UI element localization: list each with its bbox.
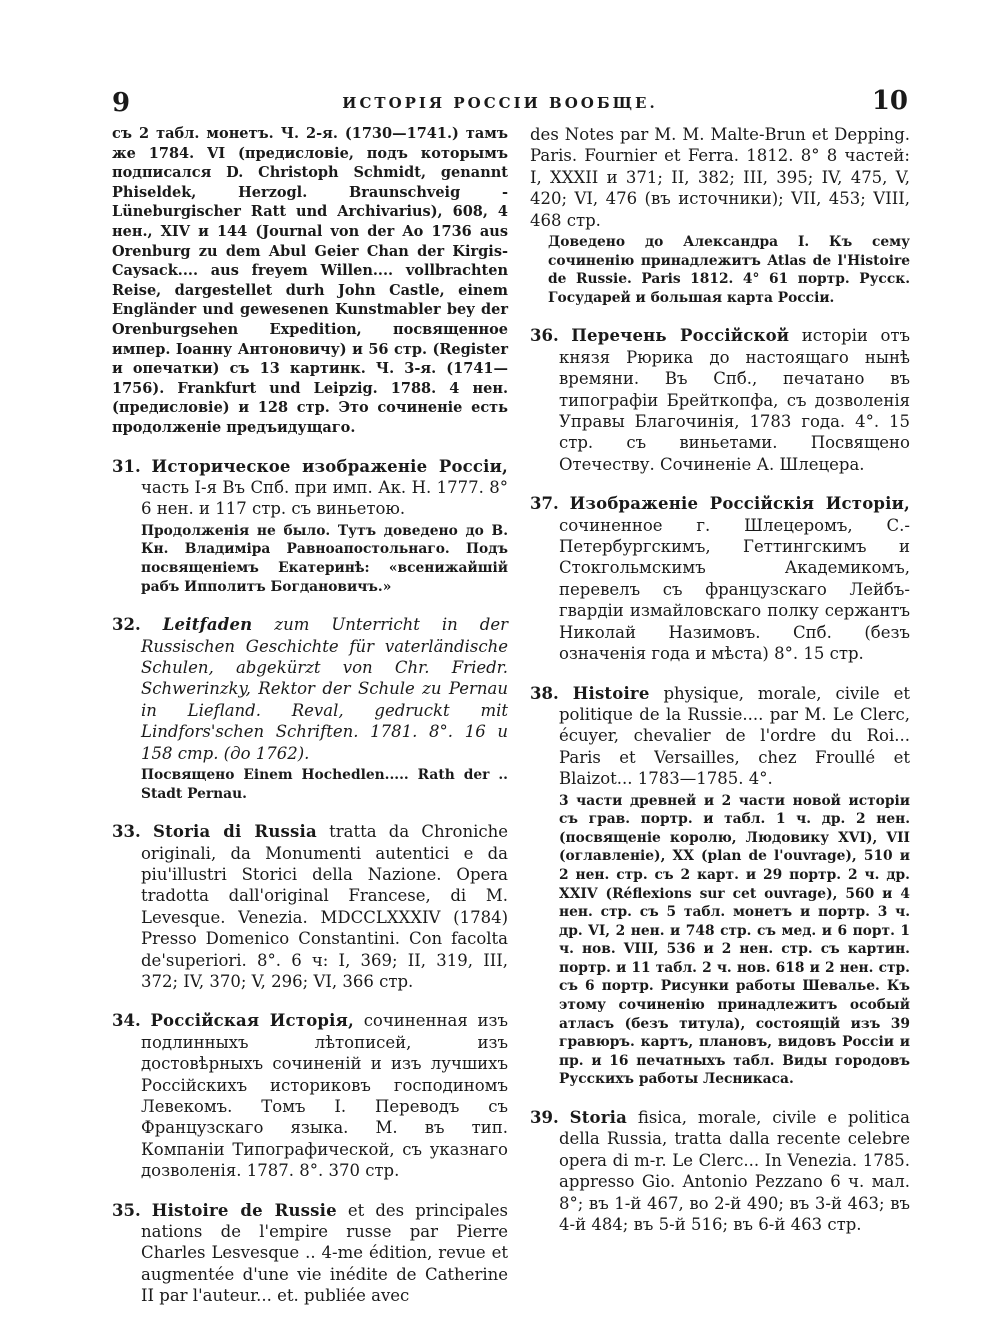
entry-note: 3 части древней и 2 части новой исторіи съ грав. портр. и табл. 1 ч. др. 2 нен. (посвященіе королю, Людовику XVI), VII (оглавленіе), XX (plan de l'ouvrage), 510 и 2 нен. стр. съ 2 карт. и 29 портр. 2 ч. др. XXIV (Réflexions sur cet ouvrage), 560 и 4 нен. стр. съ 5 табл. монетъ и портр. 3 ч. др. VI, 2 нен. и 748 стр. съ мед. и 6 порт. 1 ч. нов. VIII, 536 и 2 нен. стр. съ картин. портр. и 11 табл. 2 ч. нов. 618 и 2 нен. стр. съ 6 портр. Рисунки работы Шевалье. Къ этому сочиненію принадлежитъ особый атласъ (безъ титула), состоящій изъ 39 гравюръ. картъ, плановъ, видовъ Россіи и пр. и 16 печатныхъ табл. Виды городовъ Русскихъ работы Лесникаса. [559, 792, 910, 1088]
entry-title: Россійская Исторія, [150, 1011, 354, 1031]
running-title: ИСТОРІЯ РОССІИ ВООБЩЕ. [342, 94, 658, 112]
entry-text: et des principales nations de l'empire russe par Pierre Charles Lesvesque .. 4-me édition, revue et augmentée d'une vie inédite de Catherine II par l'auteur... et. publiée avec [141, 1200, 508, 1306]
bibliography-entry [112, 1010, 508, 1181]
bibliography-entry [112, 456, 508, 597]
continuation-text: съ 2 табл. монетъ. Ч. 2-я. (1730—1741.) тамъ же 1784. VI (предисловіе, подъ которымъ подписался D. Christoph Schmidt, genannt Phiseldek, Herzogl. Braunschveig - Lüneburgischer Ratt und Archivarius), 608, 4 нен., XIV и 144 (Journal von der Ao 1736 aus Orenburg zu dem Abul Geier Chan der Kirgis-Caysack.... aus freyem Willen.... vollbrachten Reise, dargestellet durh John Castle, einem Engländer und gewesenen Kunstmabler bey der Orenburgsehen Expedition, посвященное импер. Іоанну Антоновичу) и 56 стр. (Register и опечатки) съ 13 картинк. Ч. 3-я. (1741—1756). Frankfurt und Leipzig. 1788. 4 нен. (предисловіе) и 128 стр. Это сочиненіе есть продолженіе предъидущаго. [112, 125, 508, 436]
entry-text: zum Unterricht in der Russischen Geschichte für vaterländische Schulen, abgekürzt von Chr. Friedr. Schwerinzky, Rektor der Schule zu Pernau in Liefland. Reval, gedruckt mit Lindfors'schen Schriften. 1781. 8°. 16 и 158 стр. (до 1762). [141, 615, 509, 763]
entry-text: исторіи отъ князя Рюрика до настоящаго нынѣ времяни. Въ Спб., печатано въ типографіи Брейткопфа, съ дозволенія Управы Благочинія, 1783 года. 4°. 15 стр. съ виньетами. Посвящено Отечеству. Сочиненіе А. Шлецера. [559, 326, 911, 474]
entry-title: Storia di Russia [152, 822, 317, 842]
bibliography-entry [112, 1200, 508, 1307]
bibliography-entry [530, 325, 910, 475]
entry-number: 38. [530, 683, 559, 703]
entry-title: Histoire [572, 683, 650, 703]
left-column [112, 124, 508, 1307]
entry-number: 32. [112, 615, 141, 635]
entry-note: Посвящено Einem Hochedlen..... Rath der .. Stadt Pernau. [141, 766, 508, 802]
entry-text: physique, morale, civile et politique de la Russie.... par M. Le Clerc, écuyer, chevalier de l'ordre du Roi... Paris et Versailles, chez Froullé et Blaizot... 1783—1785. 4°. [559, 683, 910, 789]
entry-text: сочиненная изъ подлинныхъ лѣтописей, изъ достовѣрныхъ сочиненій и изъ лучшихъ Россійскихъ историковъ господиномъ Левекомъ. Томъ I. Переводъ съ Французскаго языка. М. въ тип. Компаніи Типографической, съ указнаго дозволенія. 1787. 8°. 370 стр. [141, 1011, 508, 1181]
entry-title: Перечень Россійской [571, 326, 790, 346]
entry-number: 31. [112, 456, 141, 476]
entry-number: 33. [112, 822, 141, 842]
bibliography-entry [530, 683, 910, 1090]
entry-number: 35. [112, 1200, 141, 1220]
entry-number: 39. [530, 1108, 559, 1128]
entry-number: 34. [112, 1011, 141, 1031]
entry-title: Leitfaden [162, 615, 253, 635]
entry-text: fisica, morale, civile e politica della Russia, tratta dalla recente celebre opera di m-r. Le Clerc... In Venezia. 1785. appresso Gio. Antonio Pezzano 6 ч. мал. 8°; въ 1-й 467, во 2-й 490; въ 3-й 463; въ 4-й 484; въ 5-й 516; въ 6-й 463 стр. [559, 1108, 910, 1235]
bibliography-entry [112, 614, 508, 803]
bibliography-entry [530, 1107, 910, 1235]
entry-title: Storia [569, 1108, 627, 1128]
entry-note: Продолженія не было. Тутъ доведено до В. Кн. Владиміра Равноапостольнаго. Подъ посвященіемъ Екатеринѣ: «всенижайшій рабъ Ипполитъ Богдановичъ.» [141, 522, 508, 595]
page-number-right: 10 [871, 86, 908, 116]
bibliography-entry [530, 493, 910, 664]
bibliography-entry [112, 821, 508, 992]
entry-title: Историческое изображеніе Россіи, [151, 456, 508, 476]
running-header [0, 0, 1000, 130]
entry-number: 37. [530, 494, 559, 514]
continuation-text: des Notes par M. M. Malte-Brun et Depping. Paris. Fournier et Ferra. 1812. 8° 8 частей: I, XXXII и 371; II, 382; III, 395; IV, 475, V, 420; VI, 476 (въ источники); VII, 453; VIII, 468 стр. [530, 125, 910, 230]
page-number-left: 9 [112, 88, 131, 118]
entry-number: 36. [530, 326, 559, 346]
continuation-note: Доведено до Александра I. Къ сему сочиненію принадлежитъ Atlas de l'Histoire de Russie. Paris 1812. 4° 61 портр. Русск. Государей и большая карта Россіи. [548, 234, 910, 306]
entry-text: tratta da Chroniche originali, da Monumenti autentici e da piu'illustri Storici della Nazione. Opera tradotta dall'original Francese, di M. Levesque. Venezia. MDCCLXXXIV (1784) Presso Domenico Constantini. Con facolta de'superiori. 8°. 6 ч: I, 369; II, 319, III, 372; IV, 370; V, 296; VI, 366 стр. [141, 822, 509, 991]
entry-text: сочиненное г. Шлецеромъ, С.-Петербургскимъ, Геттингскимъ и Стокгольмскимъ Академикомъ, перевелъ съ французскаго Лейбъ-гвардіи измайловскаго полку сержантъ Николай Назимовъ. Спб. (безъ означенія года и мѣста) 8°. 15 стр. [559, 515, 910, 664]
entry-title: Histoire de Russie [151, 1200, 337, 1220]
entry-title: Изображеніе Россійскія Исторіи, [569, 494, 911, 514]
right-column [530, 124, 910, 1235]
entry-text: часть I-я Въ Спб. при имп. Ак. Н. 1777. 8° 6 нен. и 117 стр. съ виньетою. [141, 477, 508, 519]
